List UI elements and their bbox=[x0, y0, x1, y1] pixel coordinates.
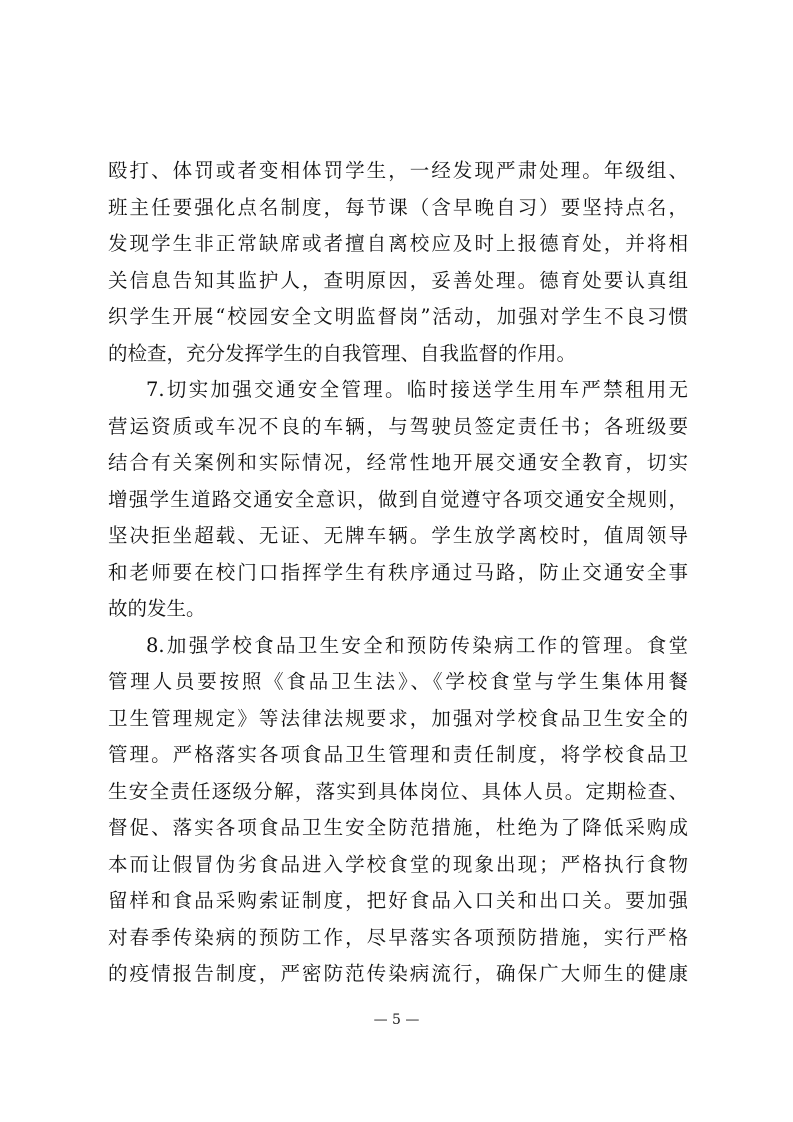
text-line: 的疫情报告制度，严密防范传染病流行，确保广大师生的健康 bbox=[108, 962, 688, 985]
text-line: 本而让假冒伪劣食品进入学校食堂的现象出现；严格执行食物 bbox=[108, 852, 688, 876]
text-line: 故的发生。 bbox=[108, 597, 206, 620]
text-line: 发现学生非正常缺席或者擅自离校应及时上报德育处，并将相 bbox=[108, 232, 688, 255]
text-line: 殴打、体罚或者变相体罚学生，一经发现严肃处理。年级组、 bbox=[108, 159, 688, 182]
paragraph-item-7 bbox=[108, 372, 688, 628]
text-line: 坚决拒坐超载、无证、无牌车辆。学生放学离校时，值周领导 bbox=[108, 524, 688, 547]
text-line: 对春季传染病的预防工作，尽早落实各项预防措施，实行严格 bbox=[108, 925, 688, 949]
paragraph-continuation bbox=[108, 153, 688, 372]
text-line: 的检查，充分发挥学生的自我管理、自我监督的作用。 bbox=[108, 341, 577, 365]
text-line: 督促、落实各项食品卫生安全防范措施，杜绝为了降低采购成 bbox=[108, 816, 688, 839]
text-line: 营运资质或车况不良的车辆，与驾驶员签定责任书；各班级要 bbox=[108, 414, 688, 438]
text-line: 留样和食品采购索证制度，把好食品入口关和出口关。要加强 bbox=[108, 889, 688, 912]
text-line: 关信息告知其监护人，查明原因，妥善处理。德育处要认真组 bbox=[108, 268, 688, 292]
text-line: 结合有关案例和实际情况，经常性地开展交通安全教育，切实 bbox=[108, 451, 688, 474]
text-line: 管理人员要按照《食品卫生法》、《学校食堂与学生集体用餐 bbox=[108, 670, 688, 693]
text-line: 8.加强学校食品卫生安全和预防传染病工作的管理。食堂 bbox=[146, 633, 688, 657]
body-text bbox=[108, 153, 688, 993]
paragraph-item-8 bbox=[108, 628, 688, 993]
text-line: 班主任要强化点名制度，每节课（含早晚自习）要坚持点名， bbox=[108, 195, 688, 219]
page-number: — 5 — bbox=[373, 1012, 420, 1028]
text-line: 7.切实加强交通安全管理。临时接送学生用车严禁租用无 bbox=[146, 378, 688, 401]
text-line: 卫生管理规定》等法律法规要求，加强对学校食品卫生安全的 bbox=[108, 706, 688, 730]
text-line: 和老师要在校门口指挥学生有秩序通过马路，防止交通安全事 bbox=[108, 560, 688, 584]
text-line: 增强学生道路交通安全意识，做到自觉遵守各项交通安全规则， bbox=[108, 487, 688, 511]
text-line: 生安全责任逐级分解，落实到具体岗位、具体人员。定期检查、 bbox=[108, 779, 688, 803]
text-line: 管理。严格落实各项食品卫生管理和责任制度，将学校食品卫 bbox=[108, 743, 688, 766]
text-line: 织学生开展“校园安全文明监督岗”活动，加强对学生不良习惯 bbox=[108, 305, 688, 328]
